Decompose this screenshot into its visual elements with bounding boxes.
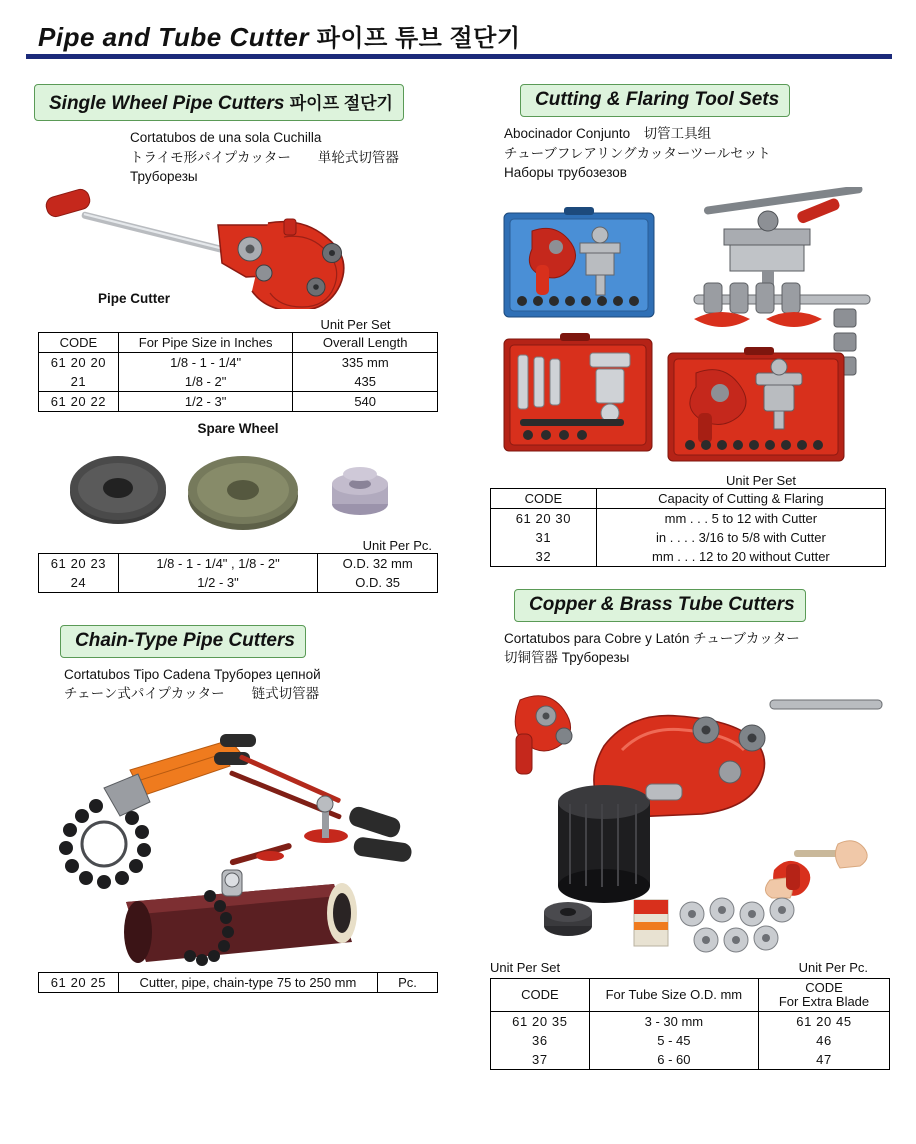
table-header-row: [39, 332, 438, 352]
cutting-flaring-illustration: [490, 183, 890, 473]
cell-tube-size: 5 - 45: [589, 1031, 758, 1050]
header-extra-blade-desc: For Extra Blade: [778, 993, 870, 1009]
section-title-single-wheel-kr: 파이프 절단기: [289, 94, 393, 113]
spare-wheel-unit-note: Unit Per Pc.: [362, 537, 432, 553]
subname-ru: Труборезы: [130, 169, 198, 185]
chain-type-illustration: [34, 704, 464, 972]
copper-brass-subnames: [490, 629, 890, 668]
section-chain-type: [34, 625, 464, 993]
cell-blade-code: 61 20 45: [759, 1011, 890, 1031]
cell-length: 335 mm: [293, 352, 438, 372]
header-length: Overall Length: [293, 332, 438, 352]
cell-code: 61 20 20: [39, 352, 119, 372]
section-copper-brass: [490, 589, 890, 1070]
copper-brass-table: [490, 978, 890, 1070]
section-title-single-wheel: [34, 84, 404, 121]
subname-cn-ru: 切铜管器 Труборезы: [504, 650, 630, 666]
table-row: [39, 573, 438, 593]
table-row: [39, 372, 438, 392]
subname-es: Cortatubos de una sola Cuchilla: [130, 130, 322, 145]
subname-jp-cn: トライモ形パイプカッター 単轮式切管器: [130, 149, 399, 165]
cell-code: 61 20 25: [39, 972, 119, 992]
chain-type-subnames: [34, 665, 464, 704]
page-title: [0, 18, 916, 53]
usage-inset: [765, 826, 878, 898]
subname-ru: Наборы трубозезов: [504, 165, 627, 181]
cutting-flaring-subnames: [490, 124, 890, 183]
section-cutting-flaring: [490, 84, 890, 567]
mini-tube-cutter: [515, 696, 572, 774]
section-single-wheel: [34, 84, 464, 593]
spare-wheel-dark: [70, 456, 166, 524]
section-title-chain-type: [60, 625, 306, 658]
cell-code: 61 20 22: [39, 391, 119, 411]
tool-case-red-left: [504, 333, 652, 451]
subname-es-cn: Abocinador Conjunto 切管工具组: [504, 126, 712, 141]
copper-brass-illustration: [490, 668, 890, 960]
cell-unit: Pc.: [378, 972, 438, 992]
section-title-copper-brass-en: Copper & Brass Tube Cutters: [529, 593, 795, 615]
cell-capacity: in . . . . 3/16 to 5/8 with Cutter: [596, 528, 885, 547]
table-row: [491, 1031, 890, 1050]
spare-wheel-olive: [188, 456, 298, 530]
chain-cutter-orange: [59, 734, 256, 889]
cutting-flaring-table: [490, 488, 886, 567]
single-wheel-table: [38, 332, 438, 412]
copper-unit-note-right: Unit Per Pc.: [798, 959, 868, 975]
page-title-en: Pipe and Tube Cutter: [38, 22, 309, 52]
subname-es-jp: Cortatubos para Cobre y Latón チューブカッター: [504, 630, 800, 646]
subname-jp-cn: チェーン式パイプカッター 链式切管器: [64, 686, 320, 702]
cell-code: 32: [491, 547, 597, 567]
table-header-row: [491, 488, 886, 508]
table-row: [491, 528, 886, 547]
single-wheel-unit-note: Unit Per Set: [320, 316, 391, 332]
spare-parts: [544, 898, 794, 952]
cell-code: 31: [491, 528, 597, 547]
chain-cutter-red: [229, 754, 413, 863]
flaring-tool-silver: [694, 187, 870, 375]
cell-size: 1/8 - 1 - 1/4" , 1/8 - 2": [118, 553, 317, 573]
header-code: CODE: [491, 978, 590, 1011]
table-header-row: [491, 978, 890, 1011]
cell-code: 37: [491, 1050, 590, 1070]
cutting-flaring-unit-note: Unit Per Set: [725, 472, 797, 488]
cell-capacity: mm . . . 12 to 20 without Cutter: [596, 547, 885, 567]
right-column: [490, 84, 890, 1070]
cell-od: O.D. 35: [318, 573, 438, 593]
spare-wheel-table: [38, 553, 438, 593]
header-size: For Pipe Size in Inches: [118, 332, 293, 352]
table-row: [491, 508, 886, 528]
section-title-copper-brass: [514, 589, 806, 622]
cell-code: 24: [39, 573, 119, 593]
left-column: [34, 84, 464, 993]
section-title-cutting-flaring-en: Cutting & Flaring Tool Sets: [535, 89, 780, 110]
subname-es-ru: Cortatubos Tipo Cadena Труборез цепной: [64, 666, 321, 682]
table-row: [39, 553, 438, 573]
cell-tube-size: 3 - 30 mm: [589, 1011, 758, 1031]
table-row: [491, 547, 886, 567]
page-header: [0, 18, 916, 53]
spare-wheel-title: Spare Wheel: [197, 420, 279, 436]
header-capacity: Capacity of Cutting & Flaring: [596, 488, 885, 508]
table-row: [39, 391, 438, 411]
cell-code: 61 20 35: [491, 1011, 590, 1031]
subname-jp: チューブフレアリングカッターツールセット: [504, 145, 771, 161]
table-row: [491, 1011, 890, 1031]
header-code: CODE: [491, 488, 597, 508]
pipe-with-chain: [124, 842, 357, 966]
cell-description: Cutter, pipe, chain-type 75 to 250 mm: [118, 972, 377, 992]
cell-code: 61 20 30: [491, 508, 597, 528]
cell-blade-code: 46: [759, 1031, 890, 1050]
cell-size: 1/8 - 2": [118, 372, 293, 392]
pipe-cutter-caption: Pipe Cutter: [98, 290, 171, 306]
cell-tube-size: 6 - 60: [589, 1050, 758, 1070]
cell-capacity: mm . . . 5 to 12 with Cutter: [596, 508, 885, 528]
cell-size: 1/2 - 3": [118, 573, 317, 593]
header-extra-blade-code: CODE: [805, 979, 843, 995]
copper-unit-note-left: Unit Per Set: [490, 959, 561, 975]
page-title-kr: 파이프 튜브 절단기: [316, 25, 521, 52]
table-row: [39, 352, 438, 372]
tool-case-blue: [504, 207, 654, 317]
cell-blade-code: 47: [759, 1050, 890, 1070]
section-title-chain-type-en: Chain-Type Pipe Cutters: [75, 629, 295, 651]
cell-code: 21: [39, 372, 119, 392]
header-code: CODE: [39, 332, 119, 352]
section-title-single-wheel-en: Single Wheel Pipe Cutters: [49, 93, 285, 114]
spare-wheel-illustration: [34, 440, 464, 538]
cell-code: 61 20 23: [39, 553, 119, 573]
header-divider: [26, 54, 892, 59]
spare-wheel-small: [332, 467, 388, 515]
header-tube-size: For Tube Size O.D. mm: [589, 978, 758, 1011]
table-row: [491, 1050, 890, 1070]
cell-size: 1/8 - 1 - 1/4": [118, 352, 293, 372]
single-wheel-illustration: [34, 187, 464, 317]
tool-case-red-right: [668, 347, 844, 461]
cell-size: 1/2 - 3": [118, 391, 293, 411]
cell-od: O.D. 32 mm: [318, 553, 438, 573]
cell-length: 540: [293, 391, 438, 411]
header-extra-blade: [759, 978, 890, 1011]
cell-length: 435: [293, 372, 438, 392]
section-title-cutting-flaring: [520, 84, 790, 117]
cell-code: 36: [491, 1031, 590, 1050]
